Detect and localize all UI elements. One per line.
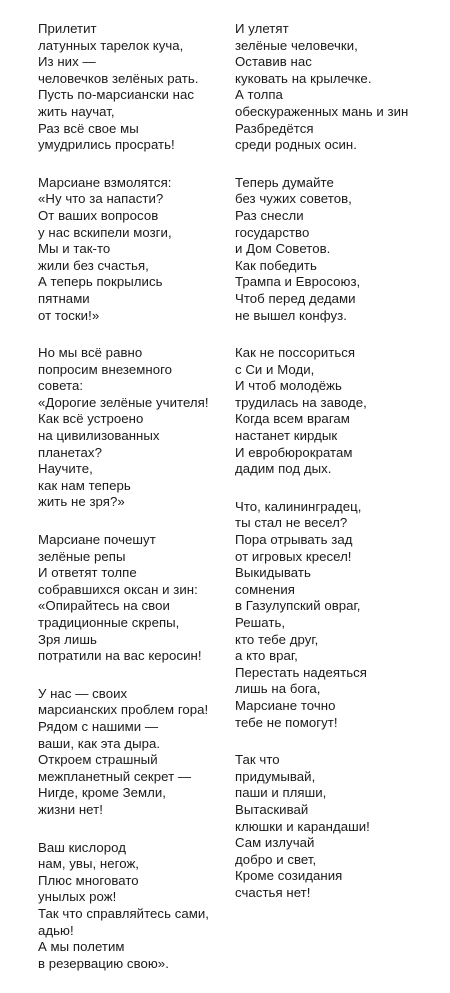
poem-line: И ответят толпе	[38, 565, 137, 581]
stanza	[235, 752, 440, 901]
poem-line: А толпа	[235, 87, 283, 103]
poem-line: Мы и так-то	[38, 241, 111, 257]
poem-line: клюшки и карандаши!	[235, 818, 370, 834]
poem-line: А теперь покрылись	[38, 274, 163, 290]
stanza	[38, 532, 228, 665]
stanza	[38, 175, 228, 324]
poem-line: Научите,	[38, 461, 93, 477]
poem-line: Марсиане взмолятся:	[38, 174, 172, 190]
poem-line: «Дорогие зелёные учителя!	[38, 394, 209, 410]
stanza	[38, 686, 228, 819]
poem-line: А мы полетим	[38, 939, 125, 955]
stanza	[235, 21, 440, 154]
stanza	[38, 345, 228, 511]
poem-line: Плюс многовато	[38, 872, 139, 888]
poem-line: Марсиане точно	[235, 697, 336, 713]
poem-line: Рядом с нашими —	[38, 718, 159, 734]
poem-line: У нас — своих	[38, 685, 128, 701]
poem-line: Кроме созидания	[235, 868, 343, 884]
poem-line: потратили на вас керосин!	[38, 648, 202, 664]
right-column	[235, 21, 440, 923]
poem-line: Решать,	[235, 615, 286, 630]
poem-line: Перестать надеяться	[235, 664, 367, 680]
poem-line: унылых рож!	[38, 889, 117, 905]
poem-line: сомнения	[235, 581, 295, 597]
poem-line: а кто враг,	[235, 648, 298, 664]
stanza	[235, 345, 440, 478]
poem-line: Так что справляйтесь сами,	[38, 905, 209, 921]
poem-line: и Дом Советов.	[235, 241, 331, 257]
poem-line: среди родных осин.	[235, 137, 357, 153]
poem-line: Оставив нас	[235, 54, 312, 70]
poem-line: жизни нет!	[38, 801, 103, 817]
poem-line: ты стал не весел?	[235, 515, 348, 531]
poem-line: Прилетит	[38, 21, 97, 36]
poem-line: И чтоб молодёжь	[235, 378, 342, 394]
poem-line: Но мы всё равно	[38, 345, 143, 361]
poem-line: тебе не помогут!	[235, 714, 338, 730]
poem-line: Зря лишь	[38, 631, 97, 647]
poem-line: кто тебе друг,	[235, 631, 319, 647]
poem-line: адью!	[38, 922, 74, 938]
poem-line: счастья нет!	[235, 884, 311, 900]
poem-line: традиционные скрепы,	[38, 615, 180, 630]
poem-line: Пусть по-марсиански нас	[38, 87, 195, 103]
poem-line: паши и пляши,	[235, 785, 327, 801]
poem-line: Так что	[235, 752, 280, 768]
stanza	[235, 499, 440, 731]
poem-line: межпланетный секрет —	[38, 768, 192, 784]
poem-line: Как не поссориться	[235, 345, 356, 361]
poem-line: И евробюрократам	[235, 444, 353, 460]
poem-line: Нигде, кроме Земли,	[38, 785, 167, 801]
stanza	[38, 21, 228, 154]
poem-line: жить не зря?»	[38, 494, 125, 510]
poem-line: планетах?	[38, 444, 102, 460]
poem-line: ваши, как эта дыра.	[38, 735, 161, 751]
poem-line: собравшихся оксан и зин:	[38, 581, 198, 597]
poem-line: Разбредётся	[235, 120, 314, 136]
stanza	[38, 840, 228, 973]
poem-line: Трампа и Евросоюз,	[235, 274, 361, 290]
poem-line: придумывай,	[235, 768, 316, 784]
poem-line: жили без счастья,	[38, 257, 149, 273]
poem-line: Когда всем врагам	[235, 411, 350, 427]
poem-line: государство	[235, 224, 310, 240]
poem-line: Теперь думайте	[235, 174, 334, 190]
poem-line: у нас вскипели мозги,	[38, 224, 172, 240]
poem-line: Раз снесли	[235, 207, 304, 223]
poem-line: Сам излучай	[235, 835, 315, 851]
poem-line: Вытаскивай	[235, 801, 309, 817]
poem-line: умудрились просрать!	[38, 137, 175, 153]
poem-line: Из них —	[38, 54, 96, 70]
poem-line: совета:	[38, 378, 84, 394]
poem-line: Откроем страшный	[38, 752, 158, 768]
stanza	[235, 175, 440, 324]
poem-line: трудилась на заводе,	[235, 394, 367, 410]
poem-line: человечков зелёных рать.	[38, 70, 199, 86]
poem-line: не вышел конфуз.	[235, 307, 347, 323]
left-column	[38, 21, 228, 993]
poem-line: без чужих советов,	[235, 191, 352, 207]
poem-line: пятнами	[38, 290, 90, 306]
poem-line: латунных тарелок куча,	[38, 37, 184, 53]
poem-line: Чтоб перед дедами	[235, 290, 356, 306]
poem-line: куковать на крылечке.	[235, 70, 372, 86]
poem-line: Пора отрывать зад	[235, 532, 353, 548]
poem-line: Выкидывать	[235, 565, 311, 581]
poem-line: обескураженных мань и зин	[235, 103, 409, 119]
poem-line: дадим под дых.	[235, 461, 332, 477]
poem-line: настанет кирдык	[235, 428, 338, 444]
poem-line: зелёные репы	[38, 548, 126, 564]
poem-line: на цивилизованных	[38, 428, 160, 444]
poem-line: жить научат,	[38, 103, 115, 119]
poem-line: Что, калининградец,	[235, 498, 362, 514]
poem-line: Раз всё свое мы	[38, 120, 139, 136]
poem-line: зелёные человечки,	[235, 37, 358, 53]
poem-line: добро и свет,	[235, 851, 317, 867]
poem-line: с Си и Моди,	[235, 361, 315, 377]
poem-line: И улетят	[235, 21, 289, 36]
poem-line: марсианских проблем гора!	[38, 702, 209, 718]
poem-line: лишь на бога,	[235, 681, 321, 697]
poem-line: как нам теперь	[38, 477, 131, 493]
poem-line: Как победить	[235, 257, 317, 273]
poem-line: в резервацию свою».	[38, 955, 169, 971]
poem-line: нам, увы, негож,	[38, 856, 140, 872]
poem-line: Как всё устроено	[38, 411, 144, 427]
poem-line: от игровых кресел!	[235, 548, 352, 564]
poem-line: От ваших вопросов	[38, 207, 159, 223]
poem-line: «Ну что за напасти?	[38, 191, 164, 207]
poem-line: Ваш кислород	[38, 839, 126, 855]
poem-line: «Опирайтесь на свои	[38, 598, 170, 614]
poem-line: от тоски!»	[38, 307, 100, 323]
poem-line: в Газулупский овраг,	[235, 598, 361, 614]
poem-line: попросим внеземного	[38, 361, 173, 377]
poem-line: Марсиане почешут	[38, 532, 156, 548]
